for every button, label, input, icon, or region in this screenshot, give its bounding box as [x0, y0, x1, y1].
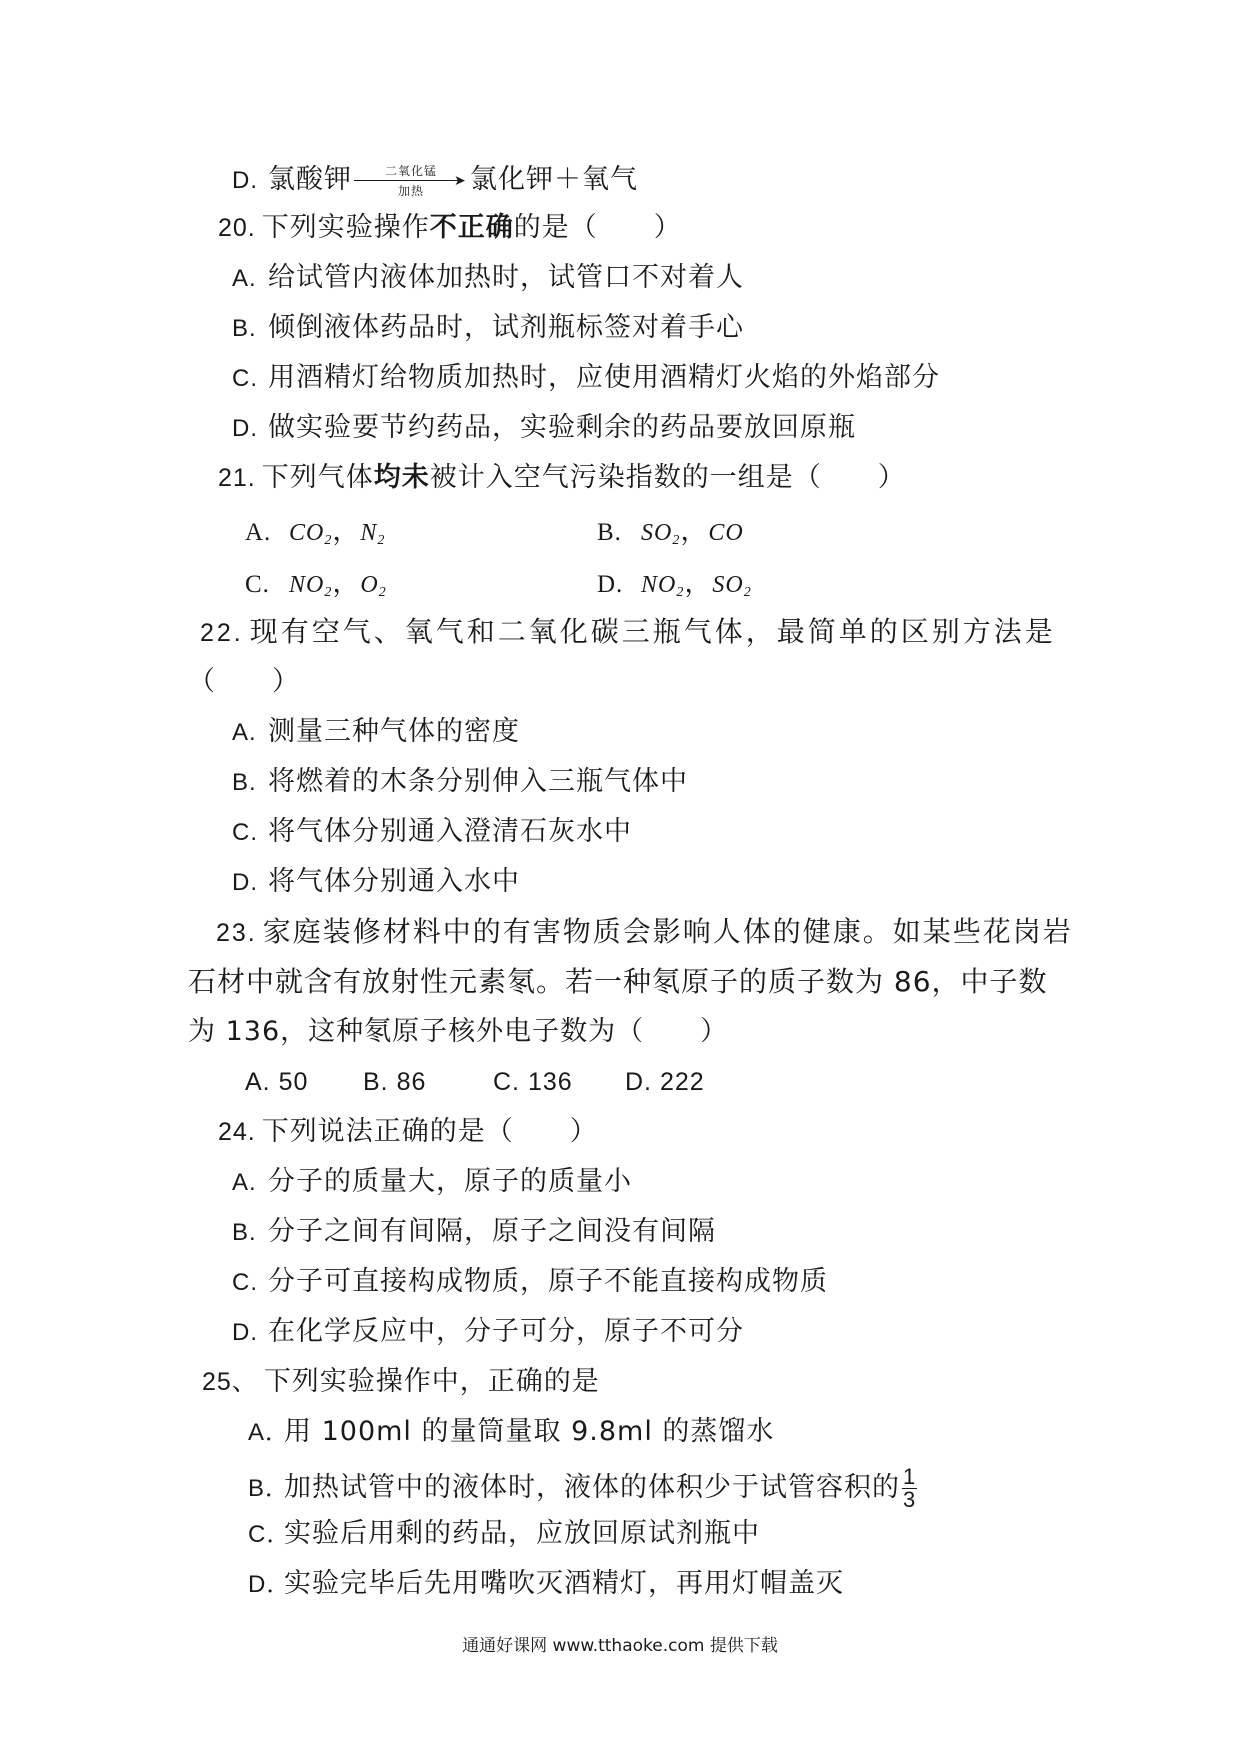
option-label: D. [232, 869, 258, 896]
option-label: D． [248, 1571, 292, 1598]
stem-text: 石材中就含有放射性元素氡。若一种氡原子的质子数为 86，中子数 [188, 965, 1048, 998]
q20-stem [218, 210, 682, 246]
formula: $SO_2$ [641, 520, 681, 548]
q20-option-a [232, 260, 744, 297]
stem-text: 的是（ ） [513, 212, 682, 243]
option-label: B. [232, 769, 257, 796]
q25-option-a [248, 1414, 774, 1451]
stem-text: 家庭装修材料中的有害物质会影响人体的健康。如某些花岗岩 [262, 915, 1073, 948]
q21-option-b [597, 514, 744, 559]
question-number: 22. [200, 619, 244, 647]
option-label: B. [232, 315, 257, 342]
formula: $NO_2$ [641, 572, 685, 600]
stem-text: 下列实验操作中，正确的是 [263, 1366, 600, 1397]
q23-options [245, 1064, 745, 1100]
option-text: 将气体分别通入澄清石灰水中 [268, 816, 632, 847]
option-label: B． [248, 1475, 291, 1502]
q23-option-d: D. 222 [625, 1068, 705, 1096]
option-label: B. [232, 1219, 257, 1246]
formula: $N_2$ [360, 520, 386, 548]
fraction [902, 1466, 917, 1511]
arrow-condition-bottom: 加热 [397, 184, 424, 198]
option-label: A． [248, 1419, 291, 1446]
stem-text: 被计入空气污染指数的一组是（ ） [429, 462, 906, 493]
option-text: 用 100ml 的量筒量取 9.8ml 的蒸馏水 [284, 1416, 775, 1447]
q22-stem-line2 [188, 664, 300, 700]
q25-stem [202, 1364, 600, 1400]
q22-option-c [232, 814, 632, 851]
q22-option-b [232, 764, 688, 801]
q24-option-b [232, 1214, 716, 1251]
stem-emphasis: 均未 [373, 462, 430, 493]
q20-option-c [232, 360, 940, 397]
option-label: D. [597, 571, 624, 598]
option-label: A. [232, 719, 257, 746]
q24-option-d [232, 1314, 744, 1351]
stem-text: 为 136，这种氡原子核外电子数为（ ） [188, 1016, 729, 1047]
q22-option-a [232, 714, 520, 751]
q23-option-a: A. 50 [245, 1068, 309, 1096]
formula: $CO_2$ [289, 520, 333, 548]
option-label: C． [248, 1521, 292, 1548]
q22-option-d [232, 864, 520, 901]
q23-stem-line2 [188, 964, 1048, 1000]
q21-option-c [245, 566, 387, 611]
formula: $NO_2$ [289, 572, 333, 600]
question-number: 23. [216, 919, 257, 947]
option-text: 做实验要节约药品，实验剩余的药品要放回原瓶 [268, 412, 856, 443]
arrow-shaft [354, 180, 458, 181]
formula: $SO_2$ [712, 572, 752, 600]
separator: ， [684, 568, 713, 599]
footer-text: 通通好课网 www.tthaoke.com 提供下载 [462, 1636, 778, 1656]
q21-option-a [245, 514, 385, 559]
option-label: D. [232, 1319, 258, 1346]
q25-option-d [248, 1566, 844, 1603]
option-text: 测量三种气体的密度 [268, 716, 520, 747]
stem-emphasis: 不正确 [429, 212, 514, 243]
formula: $O_2$ [360, 572, 387, 600]
separator: ， [680, 516, 709, 547]
question-number: 21. [218, 464, 256, 492]
q24-option-a [232, 1164, 632, 1201]
separator: ， [332, 568, 361, 599]
option-label: A. [232, 265, 257, 292]
q24-option-c [232, 1264, 828, 1301]
option-text: 实验完毕后先用嘴吹灭酒精灯，再用灯帽盖灭 [284, 1568, 844, 1599]
page-footer [0, 1634, 1240, 1658]
q23-option-c: C. 136 [493, 1068, 573, 1096]
q24-stem [218, 1114, 598, 1150]
option-text: 分子的质量大，原子的质量小 [268, 1166, 632, 1197]
arrow-condition-top: 二氧化锰 [384, 164, 437, 178]
q20-option-b [232, 310, 744, 347]
option-text: 在化学反应中，分子可分，原子不可分 [268, 1316, 744, 1347]
q22-stem-line1 [200, 614, 1056, 651]
q23-stem-line1 [216, 914, 1073, 951]
option-label: C. [245, 571, 270, 598]
question-number: 25、 [202, 1368, 258, 1396]
stem-text: 下列气体 [261, 462, 374, 493]
option-label: D. [232, 415, 258, 442]
q21-option-d [597, 566, 752, 611]
reactant-text: 氯酸钾 [268, 164, 352, 195]
stem-text: 下列说法正确的是（ ） [261, 1116, 598, 1147]
option-label: B. [597, 519, 622, 546]
option-label: A. [232, 1169, 257, 1196]
option-text: 将燃着的木条分别伸入三瓶气体中 [268, 766, 688, 797]
reaction-arrow [352, 162, 470, 198]
product-text: 氯化钾＋氧气 [470, 164, 638, 195]
option-text: 倾倒液体药品时，试剂瓶标签对着手心 [268, 312, 744, 343]
q19-option-d [232, 162, 638, 199]
option-label: A. [245, 519, 272, 546]
separator: ， [332, 516, 361, 547]
question-number: 20. [218, 214, 256, 242]
option-text: 用酒精灯给物质加热时，应使用酒精灯火焰的外焰部分 [268, 362, 940, 393]
option-label: C. [232, 819, 258, 846]
option-text: 加热试管中的液体时，液体的体积少于试管容积的 [284, 1472, 900, 1503]
option-text: 给试管内液体加热时，试管口不对着人 [268, 262, 744, 293]
option-label: D. [232, 167, 258, 194]
question-number: 24. [218, 1118, 256, 1146]
stem-text: 下列实验操作 [261, 212, 430, 243]
option-text: 实验后用剩的药品，应放回原试剂瓶中 [284, 1518, 760, 1549]
fraction-denominator: 3 [903, 1487, 917, 1512]
q21-stem [218, 460, 906, 496]
stem-text: （ ） [188, 666, 300, 697]
q25-option-b [248, 1466, 917, 1511]
fraction-numerator: 1 [903, 1464, 917, 1489]
option-label: C. [232, 1269, 258, 1296]
q25-option-c [248, 1516, 760, 1553]
q20-option-d [232, 410, 856, 447]
option-text: 分子之间有间隔，原子之间没有间隔 [268, 1216, 716, 1247]
q23-stem-line3 [188, 1014, 728, 1050]
option-label: C. [232, 365, 258, 392]
option-text: 分子可直接构成物质，原子不能直接构成物质 [268, 1266, 828, 1297]
q23-option-b: B. 86 [363, 1068, 427, 1096]
option-text: 将气体分别通入水中 [268, 866, 520, 897]
arrow-head-icon: ➤ [454, 173, 467, 189]
formula: CO [708, 520, 744, 546]
stem-text: 现有空气、氧气和二氧化碳三瓶气体，最简单的区别方法是 [249, 615, 1056, 648]
